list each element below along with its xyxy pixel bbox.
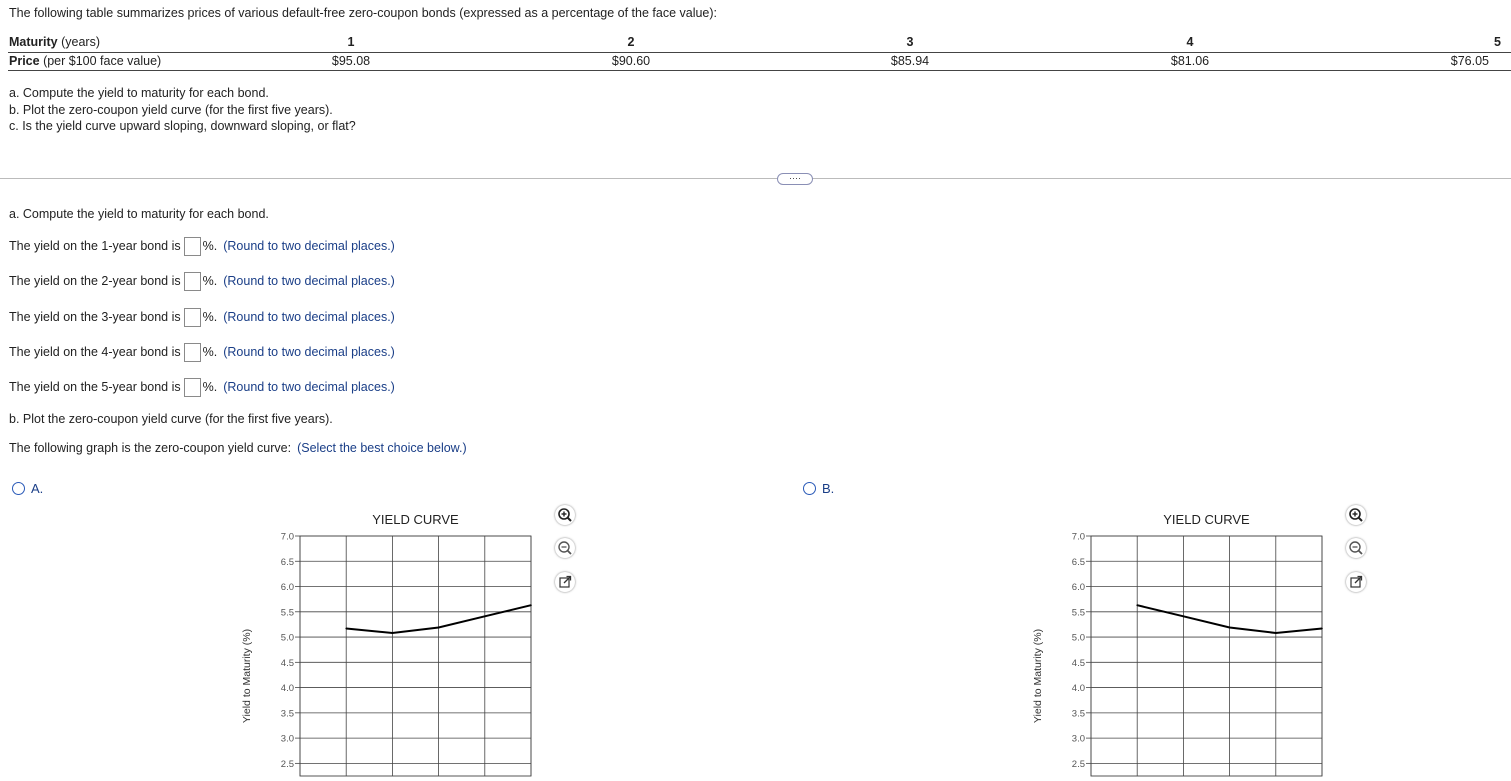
yield-curve-point xyxy=(530,604,532,606)
yield-curve-chart-a xyxy=(230,505,540,781)
y-axis-label: Yield to Maturity (%) xyxy=(241,628,253,724)
open-in-new-window-button-a[interactable] xyxy=(555,572,575,592)
choice-a-radio[interactable] xyxy=(12,482,25,495)
y-tick-label: 7.0 xyxy=(1071,531,1085,543)
price-row-label: Price (per $100 face value) xyxy=(9,54,162,68)
y-axis-label: Yield to Maturity (%) xyxy=(1032,628,1044,724)
y-tick-label: 5.0 xyxy=(1071,632,1085,644)
y-tick-label: 7.0 xyxy=(280,531,294,543)
select-hint: (Select the best choice below.) xyxy=(297,441,467,455)
y-tick-label: 6.0 xyxy=(1071,582,1085,594)
table-cell-maturity: 4 xyxy=(1186,35,1194,49)
table-cell-price: $85.94 xyxy=(890,54,930,68)
chart-title: YIELD CURVE xyxy=(1163,512,1250,527)
yield-question-4: The yield on the 4-year bond is %. (Round to two decimal places.) xyxy=(9,342,395,362)
round-hint: (Round to two decimal places.) xyxy=(223,345,395,359)
choice-b-label: B. xyxy=(822,481,835,496)
plot-frame xyxy=(1091,536,1322,776)
part-b-prompt: The following graph is the zero-coupon yield curve: (Select the best choice below.) xyxy=(9,441,467,455)
y-tick-label: 6.0 xyxy=(280,582,294,594)
problem-intro: The following table summarizes prices of various default-free zero-coupon bonds (expressed as a percentage of the face value): xyxy=(9,6,718,20)
table-rule xyxy=(8,70,1511,71)
yield-question-2: The yield on the 2-year bond is %. (Round to two decimal places.) xyxy=(9,271,395,291)
yield-curve-point xyxy=(345,628,347,630)
question-list xyxy=(9,85,356,135)
yield-answer-input-3[interactable] xyxy=(184,308,201,327)
yield-question-5: The yield on the 5-year bond is %. (Round to two decimal places.) xyxy=(9,377,395,397)
round-hint: (Round to two decimal places.) xyxy=(223,380,395,394)
yield-curve-point xyxy=(438,627,440,629)
zoom-out-icon xyxy=(555,538,575,558)
open-in-new-window-icon xyxy=(555,572,575,592)
round-hint: (Round to two decimal places.) xyxy=(223,239,395,253)
y-tick-label: 6.5 xyxy=(280,556,294,568)
y-tick-label: 3.5 xyxy=(1071,708,1085,720)
zoom-in-icon xyxy=(555,505,575,525)
y-tick-label: 3.5 xyxy=(280,708,294,720)
table-cell-price: $95.08 xyxy=(331,54,371,68)
y-tick-label: 2.5 xyxy=(280,758,294,770)
y-tick-label: 5.5 xyxy=(1071,607,1085,619)
y-tick-label: 5.0 xyxy=(280,632,294,644)
y-tick-label: 4.5 xyxy=(1071,657,1085,669)
y-tick-label: 5.5 xyxy=(280,607,294,619)
expand-more-button[interactable]: ···· xyxy=(777,173,813,185)
question-b: b. Plot the zero-coupon yield curve (for the first five years). xyxy=(9,102,333,117)
table-cell-maturity: 2 xyxy=(627,35,635,49)
zoom-out-button-b[interactable] xyxy=(1346,538,1366,558)
yield-curve-point xyxy=(484,616,486,618)
table-cell-price: $81.06 xyxy=(1170,54,1210,68)
y-tick-label: 3.0 xyxy=(1071,733,1085,745)
y-tick-label: 6.5 xyxy=(1071,556,1085,568)
yield-curve-point xyxy=(1275,632,1277,634)
yield-answer-input-2[interactable] xyxy=(184,272,201,291)
table-rule xyxy=(8,52,1511,53)
yield-question-3: The yield on the 3-year bond is %. (Round to two decimal places.) xyxy=(9,307,395,327)
yield-curve-point xyxy=(1321,628,1323,630)
choice-b[interactable] xyxy=(803,481,834,496)
y-tick-label: 2.5 xyxy=(1071,758,1085,770)
table-cell-maturity: 5 xyxy=(1494,35,1501,49)
zoom-in-icon xyxy=(1346,505,1366,525)
y-tick-label: 4.5 xyxy=(280,657,294,669)
y-tick-label: 4.0 xyxy=(280,683,294,695)
yield-curve-point xyxy=(1229,627,1231,629)
zoom-in-button-b[interactable] xyxy=(1346,505,1366,525)
table-cell-price: $90.60 xyxy=(611,54,651,68)
round-hint: (Round to two decimal places.) xyxy=(223,274,395,288)
question-a: a. Compute the yield to maturity for each bond. xyxy=(9,86,269,100)
plot-frame xyxy=(300,536,531,776)
yield-curve-point xyxy=(392,632,394,634)
yield-answer-input-4[interactable] xyxy=(184,343,201,362)
zoom-out-button-a[interactable] xyxy=(555,538,575,558)
open-in-new-window-icon xyxy=(1346,572,1366,592)
choice-b-radio[interactable] xyxy=(803,482,816,495)
yield-answer-input-5[interactable] xyxy=(184,378,201,397)
open-in-new-window-button-b[interactable] xyxy=(1346,572,1366,592)
part-a-heading: a. Compute the yield to maturity for each bond. xyxy=(9,207,269,221)
chart-title: YIELD CURVE xyxy=(372,512,459,527)
yield-question-1: The yield on the 1-year bond is %. (Round to two decimal places.) xyxy=(9,236,395,256)
yield-curve-point xyxy=(1183,616,1185,618)
table-cell-maturity: 1 xyxy=(347,35,355,49)
part-b-heading: b. Plot the zero-coupon yield curve (for the first five years). xyxy=(9,412,333,426)
y-tick-label: 4.0 xyxy=(1071,683,1085,695)
maturity-row-label: Maturity (years) xyxy=(9,35,100,49)
y-tick-label: 3.0 xyxy=(280,733,294,745)
section-divider xyxy=(0,178,1511,179)
table-cell-maturity: 3 xyxy=(906,35,914,49)
zoom-in-button-a[interactable] xyxy=(555,505,575,525)
yield-curve-point xyxy=(1136,604,1138,606)
choice-a-label: A. xyxy=(31,481,44,496)
choice-a[interactable] xyxy=(12,481,43,496)
zoom-out-icon xyxy=(1346,538,1366,558)
yield-curve-chart-b xyxy=(1021,505,1331,781)
question-c: c. Is the yield curve upward sloping, downward sloping, or flat? xyxy=(9,119,356,133)
round-hint: (Round to two decimal places.) xyxy=(223,310,395,324)
table-cell-price: $76.05 xyxy=(1450,54,1489,68)
yield-answer-input-1[interactable] xyxy=(184,237,201,256)
